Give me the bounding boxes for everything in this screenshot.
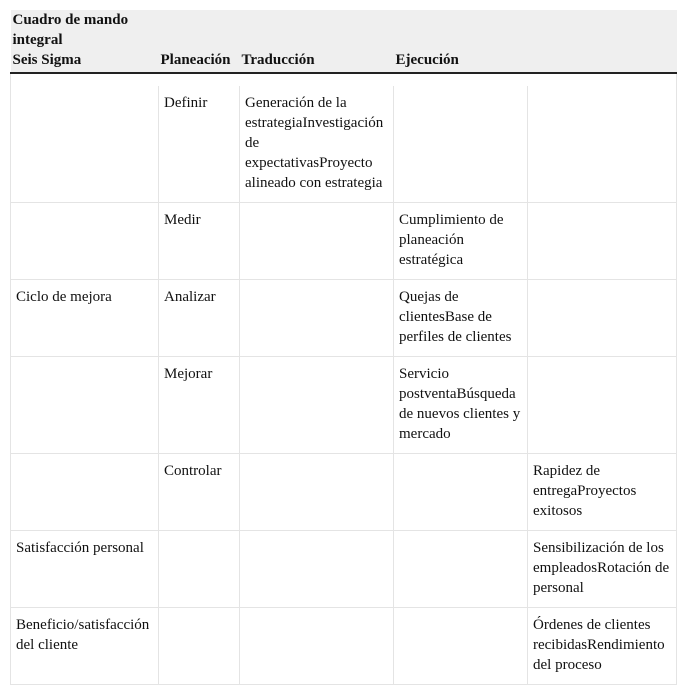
table-row (11, 531, 677, 608)
table-cell (11, 357, 159, 454)
table-row (11, 454, 677, 531)
table-cell (394, 454, 528, 531)
table-cell (240, 203, 394, 280)
table-cell: Satisfacción personal (11, 531, 159, 608)
header-cell-2: Planeación (159, 10, 240, 73)
table-cell (394, 531, 528, 608)
table-cell (394, 86, 528, 203)
table-cell: Analizar (159, 280, 240, 357)
table-header (11, 10, 677, 73)
table-cell: Cumplimiento de planeación estratégica (394, 203, 528, 280)
table-cell (528, 86, 677, 203)
table-cell (240, 280, 394, 357)
table-cell: Quejas de clientesBase de perfiles de clientes (394, 280, 528, 357)
header-spacer (11, 73, 677, 86)
table-cell: Beneficio/satisfacción del cliente (11, 608, 159, 685)
header-cell-4: Ejecución (394, 10, 528, 73)
table-cell (240, 454, 394, 531)
table-cell (240, 608, 394, 685)
table-cell: Medir (159, 203, 240, 280)
table-body (11, 73, 677, 685)
table-cell (159, 531, 240, 608)
header-cell-3: Traducción (240, 10, 394, 73)
table-cell: Servicio postventaBúsqueda de nuevos clientes y mercado (394, 357, 528, 454)
table-cell (11, 454, 159, 531)
header-cell-1-line-1: Cuadro de mando integral (12, 12, 129, 48)
header-row (11, 10, 677, 73)
table-cell (240, 357, 394, 454)
table-cell (528, 203, 677, 280)
table-row (11, 608, 677, 685)
header-cell-1 (11, 10, 159, 73)
table-cell (159, 608, 240, 685)
table-row (11, 86, 677, 203)
table-cell: Controlar (159, 454, 240, 531)
table-cell (394, 608, 528, 685)
table-cell: Definir (159, 86, 240, 203)
document-page (10, 10, 676, 685)
table-cell: Rapidez de entregaProyectos exitosos (528, 454, 677, 531)
table-cell: Generación de la estrategiaInvestigación de expectativasProyecto alineado con estrategia (240, 86, 394, 203)
header-cell-5 (528, 10, 677, 73)
table-row (11, 280, 677, 357)
table-cell: Ciclo de mejora (11, 280, 159, 357)
table-cell (528, 280, 677, 357)
table-row (11, 203, 677, 280)
table-cell (528, 357, 677, 454)
balanced-scorecard-six-sigma-table (10, 10, 677, 685)
table-cell: Órdenes de clientes recibidasRendimiento del proceso (528, 608, 677, 685)
table-row (11, 357, 677, 454)
table-cell: Mejorar (159, 357, 240, 454)
table-cell: Sensibilización de los empleadosRotación de personal (528, 531, 677, 608)
table-cell (11, 203, 159, 280)
header-cell-1-line-2: Seis Sigma (12, 52, 82, 68)
spacer-cell (11, 73, 677, 86)
table-cell (11, 86, 159, 203)
table-cell (240, 531, 394, 608)
